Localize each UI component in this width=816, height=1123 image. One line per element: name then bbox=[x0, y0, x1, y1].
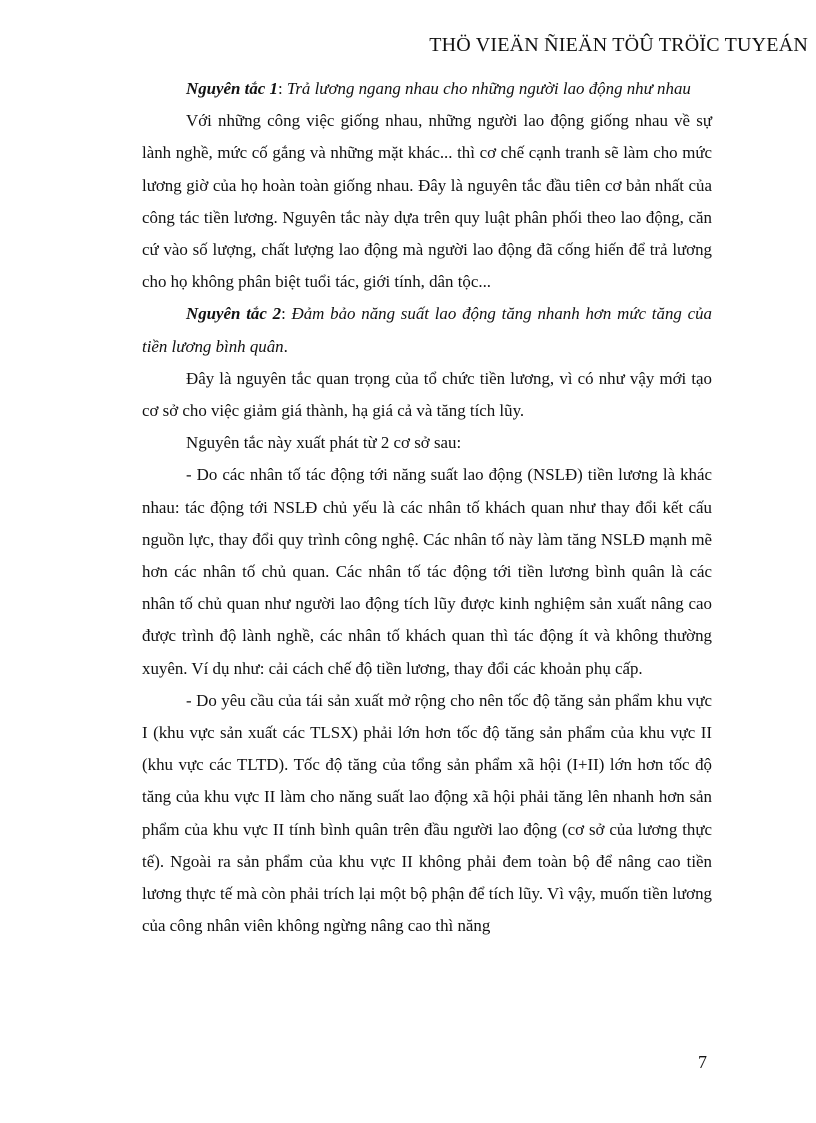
principle-1-label: Nguyên tắc 1 bbox=[186, 79, 278, 98]
principle-2-end: . bbox=[283, 336, 288, 356]
body-paragraph: Với những công việc giống nhau, những người lao động giống nhau về sự lành nghề, mức cố gắng và những mặt khác... thì cơ chế cạnh tranh sẽ làm cho mức lương giờ của họ hoàn toàn giống nhau. Đây là nguyên tắc đầu tiên cơ bản nhất của công tác tiền lương. Nguyên tắc này dựa trên quy luật phân phối theo lao động, căn cứ vào số lượng, chất lượng lao động mà người lao động đã cống hiến để trả lương cho họ không phân biệt tuổi tác, giới tính, dân tộc... bbox=[142, 111, 712, 292]
page-header: THÖ VIEÄN ÑIEÄN TÖÛ TRÖÏC TUYEÁN bbox=[429, 34, 808, 56]
principle-1-paragraph bbox=[142, 73, 712, 105]
body-paragraph: Nguyên tắc này xuất phát từ 2 cơ sở sau: bbox=[186, 433, 462, 453]
page-number: 7 bbox=[698, 1052, 707, 1072]
principle-2-label: Nguyên tắc 2 bbox=[186, 304, 282, 324]
principle-2-text: Đảm bảo năng suất lao động tăng nhanh hơn mức tăng của tiền lương bình quân bbox=[142, 304, 712, 356]
principle-1-text: Trả lương ngang nhau cho những người lao động như nhau bbox=[286, 79, 691, 98]
body-paragraph: - Do yêu cầu của tái sản xuất mở rộng cho nên tốc độ tăng sản phẩm khu vực I (khu vực sản xuất các TLSX) phải lớn hơn tốc độ tăng sản phẩm của khu vực II (khu vực các TLTD). Tốc độ tăng của tổng sản phẩm xã hội (I+II) lớn hơn tốc độ tăng của khu vực II làm cho năng suất lao động xã hội phải tăng lên nhanh hơn sản phẩm của khu vực II tính bình quân trên đầu người lao động (cơ sở của lương thực tế). Ngoài ra sản phẩm của khu vực II không phải đem toàn bộ để nâng cao tiền lương thực tế mà còn phải trích lại một bộ phận để tích lũy. Vì vậy, muốn tiền lương của công nhân viên không ngừng nâng cao thì năng bbox=[142, 690, 712, 936]
document-body bbox=[142, 73, 712, 942]
principle-1-separator: : bbox=[277, 79, 287, 98]
body-paragraph: Đây là nguyên tắc quan trọng của tổ chức tiền lương, vì có như vậy mới tạo cơ sở cho việc giảm giá thành, hạ giá cả và tăng tích lũy. bbox=[142, 368, 712, 421]
principle-2-paragraph bbox=[142, 298, 712, 362]
principle-2-separator: : bbox=[281, 304, 292, 324]
body-paragraph: - Do các nhân tố tác động tới năng suất lao động (NSLĐ) tiền lương là khác nhau: tác động tới NSLĐ chủ yếu là các nhân tố khách quan như thay đổi kết cấu nguồn lực, thay đổi quy trình công nghệ. Các nhân tố này làm tăng NSLĐ mạnh mẽ hơn các nhân tố chủ quan. Các nhân tố tác động tới tiền lương bình quân là các nhân tố chủ quan như người lao động tích lũy được kinh nghiệm sản xuất nâng cao được trình độ lành nghề, các nhân tố khách quan thì tác động ít và không thường xuyên. Ví dụ như: cải cách chế độ tiền lương, thay đổi các khoản phụ cấp. bbox=[142, 465, 712, 678]
